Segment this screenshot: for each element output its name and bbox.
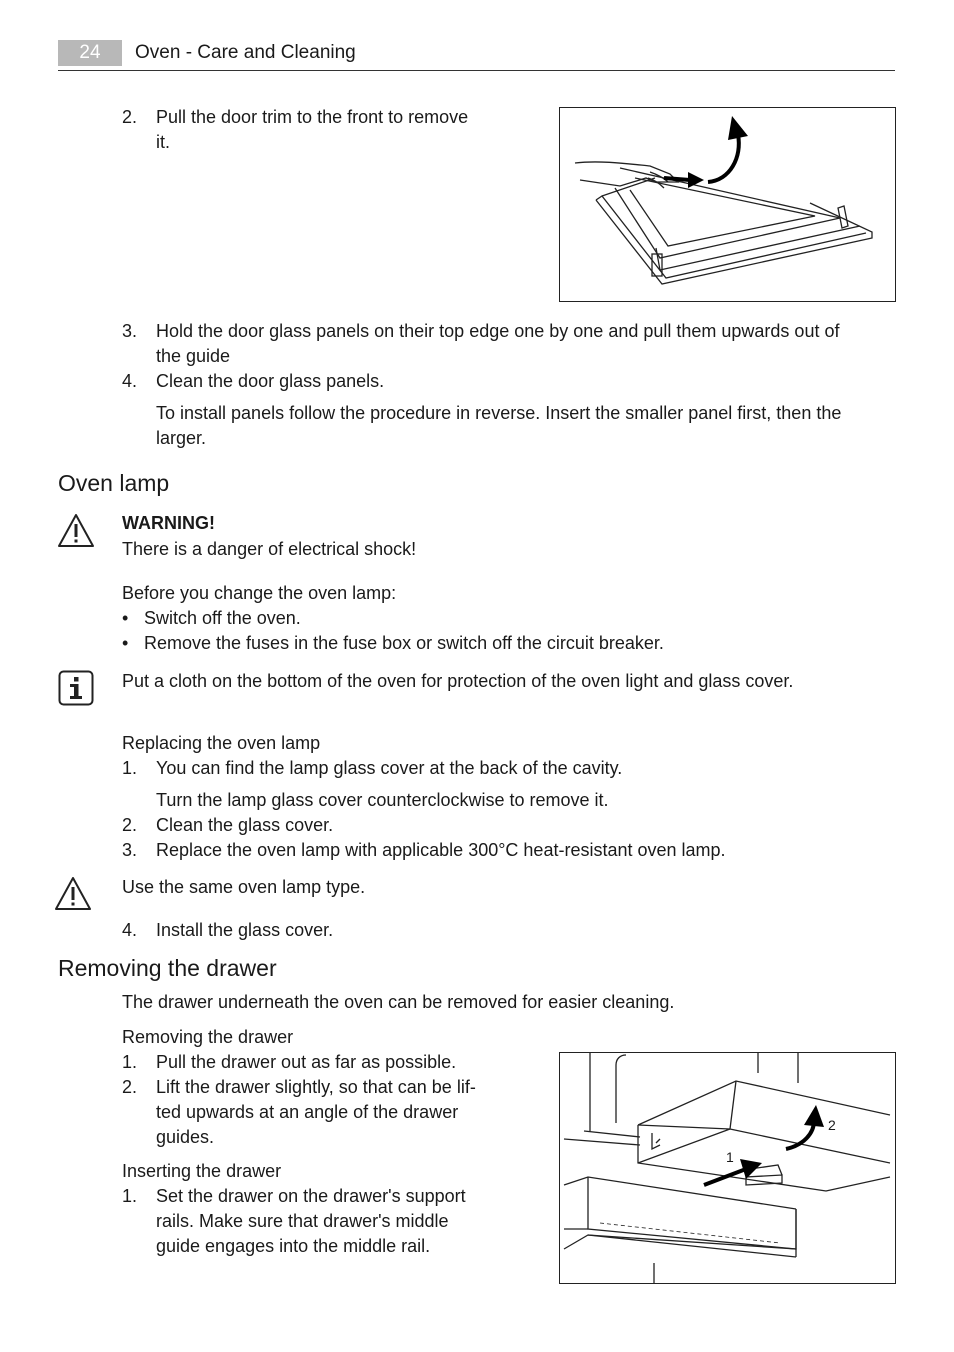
step-text: it. bbox=[156, 132, 171, 152]
arrow-label-1: 1 bbox=[726, 1149, 734, 1165]
step-text: Pull the door trim to the front to remove bbox=[156, 107, 469, 127]
bullet-marker: • bbox=[122, 633, 129, 653]
subsection-title: Replacing the oven lamp bbox=[122, 733, 321, 753]
step-number: 2. bbox=[122, 1077, 138, 1097]
step-text: ted upwards at an angle of the drawer bbox=[156, 1102, 459, 1122]
door-trim-drawing bbox=[560, 108, 895, 301]
info-icon bbox=[58, 670, 94, 706]
step-subtext: Turn the lamp glass cover counterclockwise to remove it. bbox=[156, 790, 609, 810]
step-text: You can find the lamp glass cover at the back of the cavity. bbox=[156, 758, 623, 778]
step-text: Replace the oven lamp with applicable 300°C heat-resistant oven lamp. bbox=[156, 840, 726, 860]
step-text: rails. Make sure that drawer's middle bbox=[156, 1211, 449, 1231]
step-number: 1. bbox=[122, 1186, 138, 1206]
install-note: To install panels follow the procedure in reverse. Insert the smaller panel first, then the bbox=[156, 403, 842, 423]
door-trim-illustration bbox=[559, 107, 896, 302]
step-text: Hold the door glass panels on their top edge one by one and pull them upwards out of bbox=[156, 321, 840, 341]
step-number: 3. bbox=[122, 840, 138, 860]
step-text: Set the drawer on the drawer's support bbox=[156, 1186, 466, 1206]
drawer-intro: The drawer underneath the oven can be removed for easier cleaning. bbox=[122, 992, 675, 1012]
subsection-title: Inserting the drawer bbox=[122, 1161, 282, 1181]
section-heading-oven-lamp: Oven lamp bbox=[58, 470, 170, 496]
step-number: 1. bbox=[122, 1052, 138, 1072]
warning-icon bbox=[56, 512, 96, 550]
info-text: Put a cloth on the bottom of the oven for protection of the oven light and glass cover. bbox=[122, 671, 794, 691]
warning-title: WARNING! bbox=[122, 513, 215, 533]
bullet-text: Remove the fuses in the fuse box or switch off the circuit breaker. bbox=[144, 633, 664, 653]
step-text: Lift the drawer slightly, so that can be lif- bbox=[156, 1077, 476, 1097]
drawer-removal-illustration bbox=[559, 1052, 896, 1284]
bullet-marker: • bbox=[122, 608, 129, 628]
page-number: 24 bbox=[58, 40, 122, 66]
step-number: 4. bbox=[122, 920, 138, 940]
step-number: 2. bbox=[122, 107, 138, 127]
step-number: 2. bbox=[122, 815, 138, 835]
step-text: Clean the door glass panels. bbox=[156, 371, 385, 391]
step-text: the guide bbox=[156, 346, 231, 366]
step-text: guide engages into the middle rail. bbox=[156, 1236, 431, 1256]
warning-text: There is a danger of electrical shock! bbox=[122, 539, 417, 559]
header-divider bbox=[58, 70, 895, 71]
step-number: 4. bbox=[122, 371, 138, 391]
step-text: Pull the drawer out as far as possible. bbox=[156, 1052, 457, 1072]
drawer-drawing bbox=[560, 1053, 895, 1283]
arrow-label-2: 2 bbox=[828, 1117, 836, 1133]
bullet-text: Switch off the oven. bbox=[144, 608, 301, 628]
header-title: Oven - Care and Cleaning bbox=[135, 42, 356, 63]
section-heading-removing-drawer: Removing the drawer bbox=[58, 955, 277, 981]
caution-text: Use the same oven lamp type. bbox=[122, 877, 366, 897]
step-text: Clean the glass cover. bbox=[156, 815, 334, 835]
step-text: guides. bbox=[156, 1127, 215, 1147]
install-note: larger. bbox=[156, 428, 207, 448]
subsection-title: Removing the drawer bbox=[122, 1027, 294, 1047]
step-text: Install the glass cover. bbox=[156, 920, 334, 940]
step-number: 1. bbox=[122, 758, 138, 778]
before-title: Before you change the oven lamp: bbox=[122, 583, 397, 603]
caution-icon bbox=[53, 875, 93, 913]
step-number: 3. bbox=[122, 321, 138, 341]
